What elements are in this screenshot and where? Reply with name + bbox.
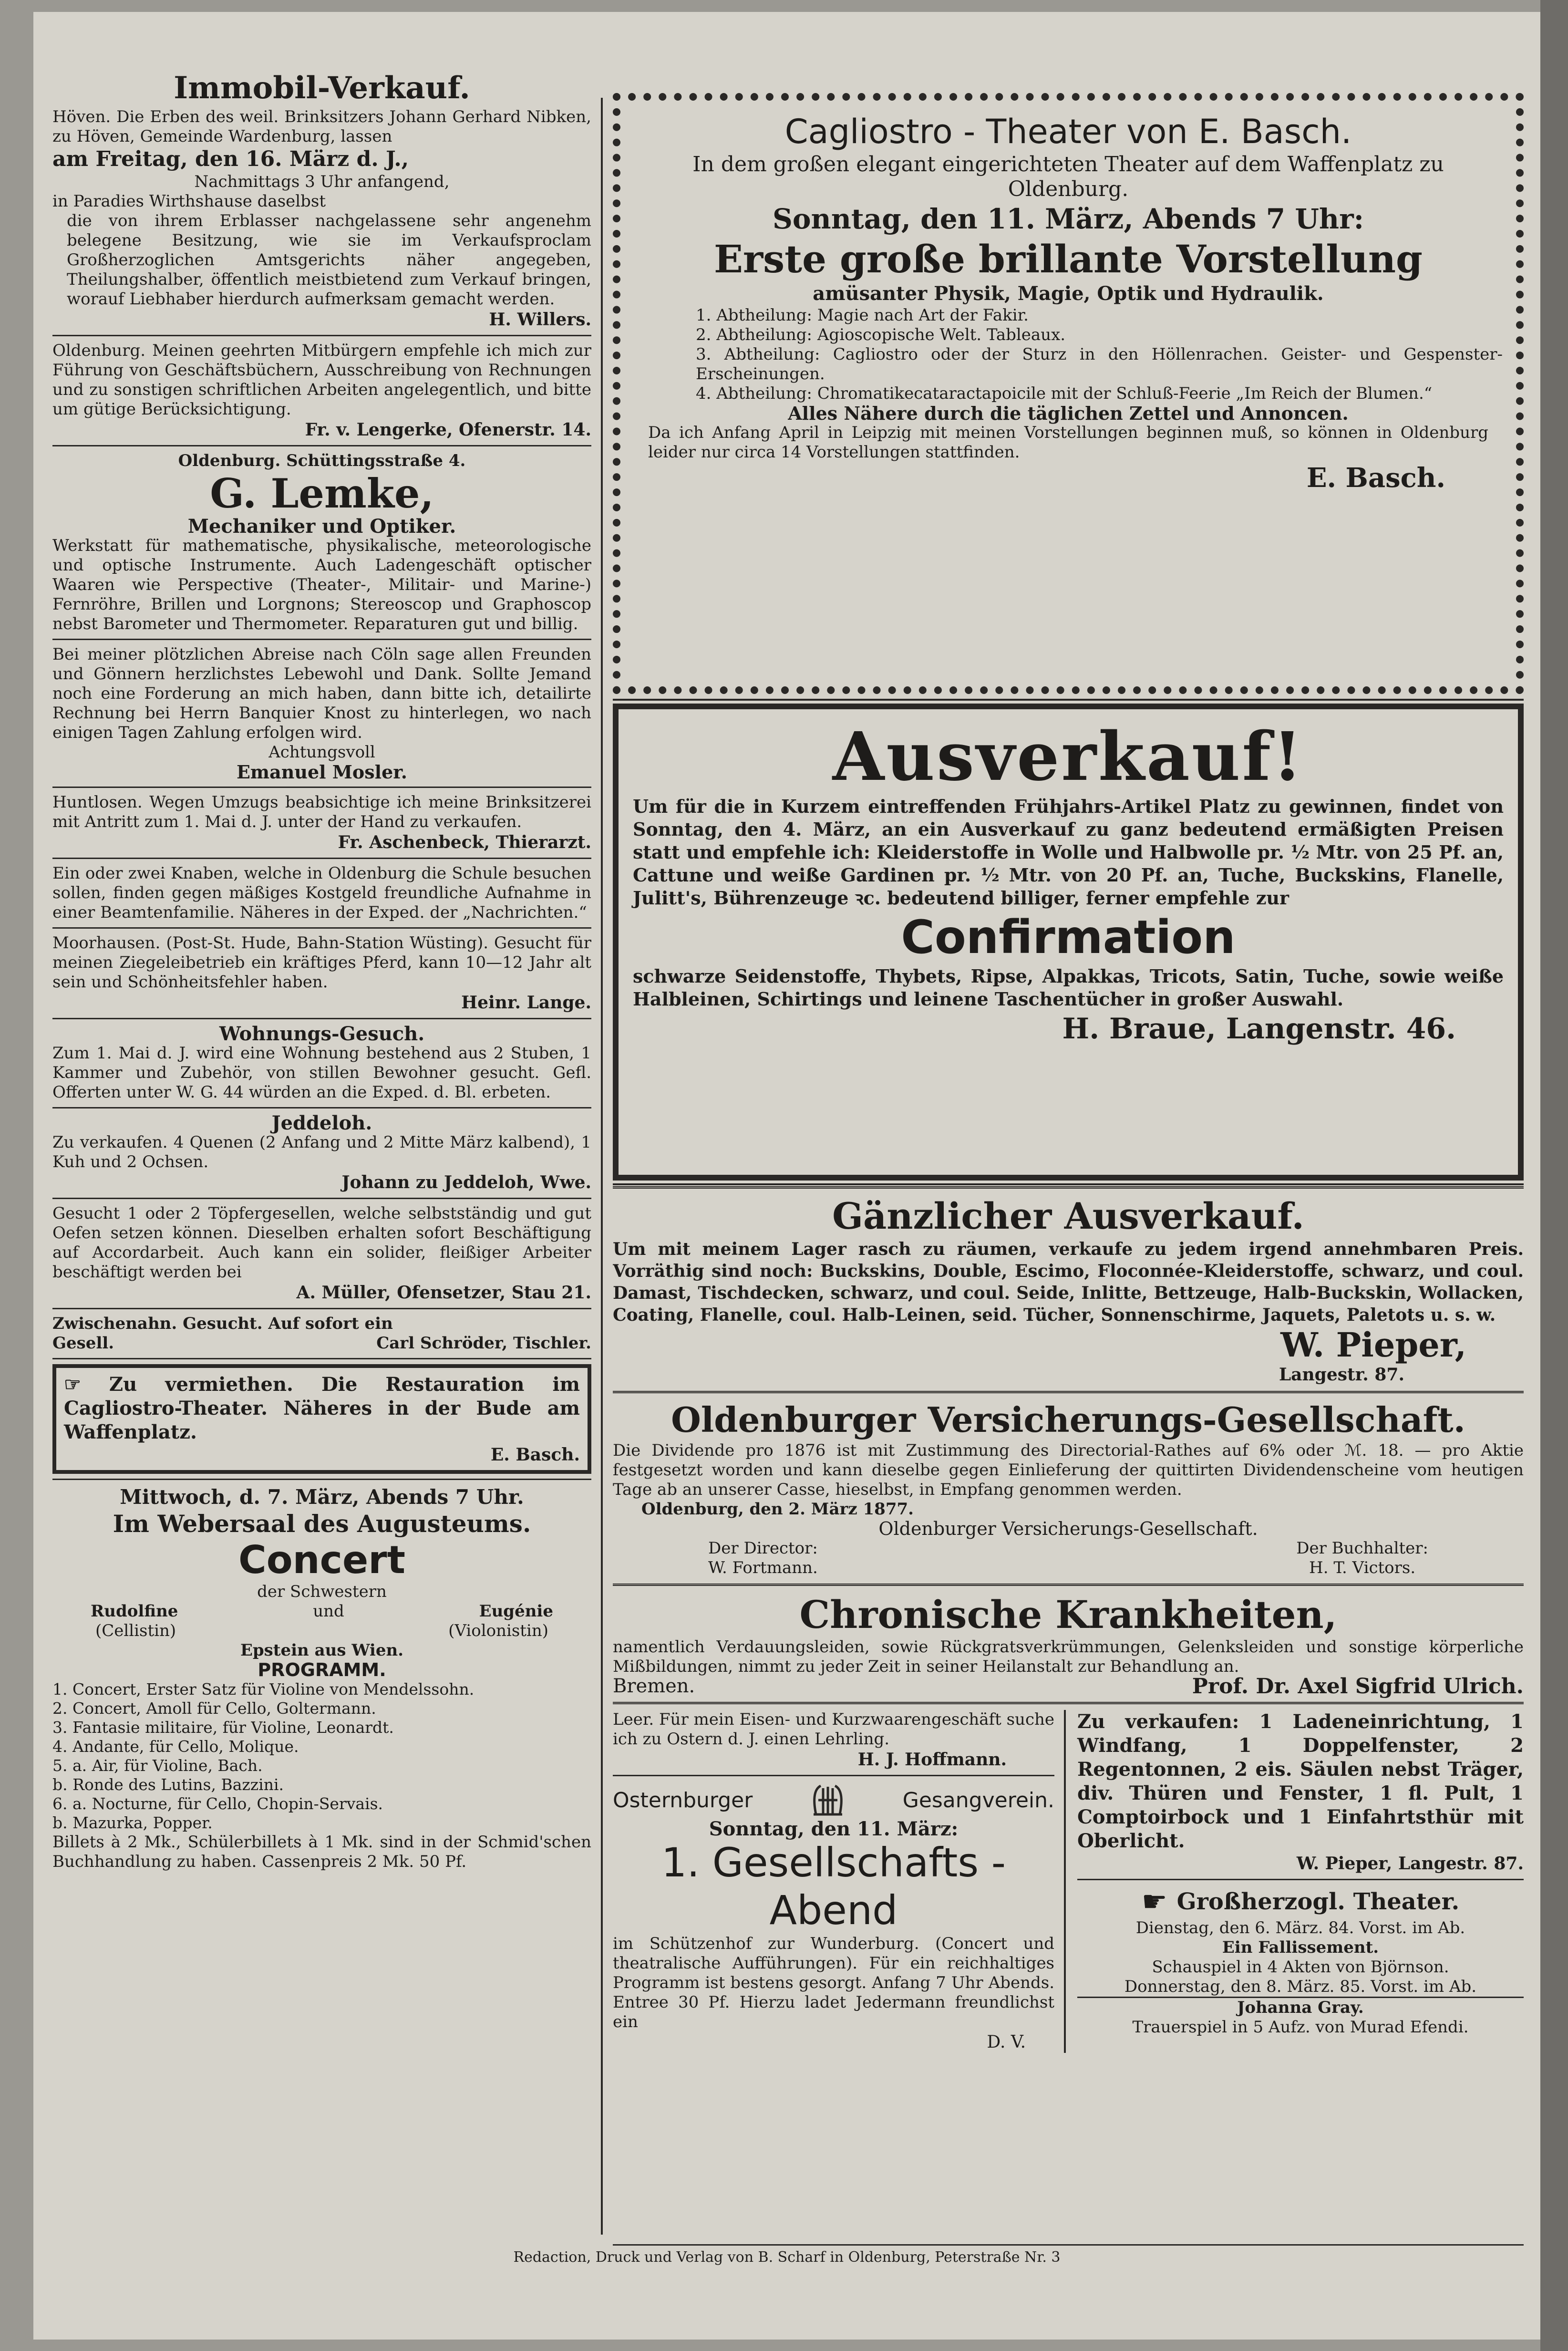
ad-mueller xyxy=(52,1204,591,1303)
pieper-sig: W. Pieper, xyxy=(1280,1325,1466,1365)
schroeder-gesell: Gesell. xyxy=(52,1334,114,1353)
jeddeloh-sig: Johann zu Jeddeloh, Wwe. xyxy=(341,1172,591,1192)
divider xyxy=(613,1775,1054,1776)
ad-pieper2 xyxy=(1077,1710,1524,1874)
immobil-title: Immobil-Verkauf. xyxy=(174,70,470,106)
gesang-date: Sonntag, den 11. März: xyxy=(709,1818,959,1840)
concert-program-list xyxy=(52,1680,591,1833)
act-item: 3. Abtheilung: Cagliostro oder der Sturz in den Höllenrachen. Geister- und Gespenster-Erscheinungen. xyxy=(696,345,1503,383)
ad-wohnung xyxy=(52,1024,591,1102)
immobil-time: Nachmittags 3 Uhr anfangend, xyxy=(194,172,450,191)
act-item: 4. Abtheilung: Chromatikecataractapoicile mit der Schluß-Feerie „Im Reich der Blumen.“ xyxy=(696,384,1433,403)
ausverkauf-sig: H. Braue, Langenstr. 46. xyxy=(1062,1012,1456,1046)
hoffmann-text: Leer. Für mein Eisen- und Kurzwaarengeschäft suche ich zu Ostern d. J. einen Lehrling. xyxy=(613,1710,1055,1749)
cagliostro-sub: In dem großen elegant eingerichteten Theater auf dem Waffenplatz zu Oldenburg. xyxy=(692,152,1444,201)
gesang-title: 1. Gesellschafts - Abend xyxy=(661,1839,1006,1934)
cagliostro-acts xyxy=(634,306,1503,404)
concert-der: der Schwestern xyxy=(257,1582,387,1601)
ulrich-sig: Prof. Dr. Axel Sigfrid Ulrich. xyxy=(1192,1674,1524,1699)
ad-ulrich xyxy=(613,1592,1524,1699)
ulrich-text: namentlich Verdauungsleiden, sowie Rückgratsverkrümmungen, Gelenksleiden und sonstige körperliche Mißbildungen, nimmt zu jeder Zeit in seiner Heilanstalt zur Behandlung an. xyxy=(613,1637,1524,1676)
ad-ausverkauf xyxy=(613,704,1524,1181)
aschenbeck-sig: Fr. Aschenbeck, Thierarzt. xyxy=(338,832,591,852)
restauration-sig: E. Basch. xyxy=(490,1445,580,1465)
act-item: 1. Abtheilung: Magie nach Art der Fakir. xyxy=(696,306,1029,325)
gesang-head xyxy=(613,1781,1054,1819)
newspaper-page xyxy=(33,12,1540,2340)
concert-tickets: Billets à 2 Mk., Schülerbillets à 1 Mk. sind in der Schmid'schen Buchhandlung zu haben. Cassenpreis 2 Mk. 50 Pf. xyxy=(52,1833,591,1871)
restauration-text: ☞ Zu vermiethen. Die Restauration im Cagliostro-Theater. Näheres in der Bude am Waffenplatz. xyxy=(64,1373,580,1443)
divider xyxy=(52,1479,591,1480)
program-item: 1. Concert, Erster Satz für Violine von Mendelssohn. xyxy=(52,1680,475,1699)
ad-lemke xyxy=(52,451,591,634)
ad-jeddeloh xyxy=(52,1113,591,1193)
program-item: b. Mazurka, Popper. xyxy=(52,1813,213,1832)
concert-venue: Im Webersaal des Augusteums. xyxy=(113,1510,531,1538)
bottom-left xyxy=(613,1710,1066,2053)
ad-lengerke xyxy=(52,341,591,440)
concert-title: Concert xyxy=(238,1538,405,1582)
ad-knaben xyxy=(52,864,591,922)
schroeder-line1: Zwischenahn. Gesucht. Auf sofort ein xyxy=(52,1314,393,1333)
theater-head xyxy=(1077,1885,1524,1918)
ad-pieper xyxy=(613,1194,1524,1385)
pieper-text: Um mit meinem Lager rasch zu räumen, verkaufe zu jedem irgend annehmbaren Preis. Vorräthig sind noch: Buckskins, Double, Escimo, Floconnée-Kleiderstoffe, schwarz, und coul. Damast, Tischdecken, schwarz, und coul. Seide, Inlitte, Bettzeuge, Halb-Buckskin, Wollacken, Coating, Flanelle, coul. Halb-Leinen, seid. Tücher, Sonnenschirme, Jaquets, Paletots u. s. w. xyxy=(613,1239,1524,1325)
theater-title: Großherzogl. Theater. xyxy=(1176,1888,1460,1915)
lemke-text: Werkstatt für mathematische, physikalische, meteorologische und optische Instrumente. Auch Ladengeschäft optischer Waaren wie Perspective (Theater-, Militair- und Marine-) Fernröhre, Brillen und Lorgnons; Stereoscop und Graphoscop nebst Barometer und Thermometer. Reparaturen gut und billig. xyxy=(52,536,591,633)
concert-name1: Rudolfine xyxy=(91,1602,178,1621)
concert-instr2: (Violonistin) xyxy=(448,1621,548,1640)
versicherung-role2: Der Buchhalter: xyxy=(1296,1539,1428,1558)
divider xyxy=(52,639,591,640)
divider xyxy=(52,1018,591,1019)
versicherung-signatures xyxy=(613,1539,1524,1578)
divider xyxy=(613,1702,1524,1704)
lemke-trade: Mechaniker und Optiker. xyxy=(187,515,456,538)
schroeder-sig: Carl Schröder, Tischler. xyxy=(376,1334,591,1353)
ausverkauf-text: Um für die in Kurzem eintreffenden Frühjahrs-Artikel Platz zu gewinnen, findet von Sonntag, den 4. März, an ein Ausverkauf zu ganz bedeutend ermäßigten Preisen statt und empfehle ich: Kleiderstoffe in Wolle und Halbwolle pr. ½ Mtr. von 25 Pf. an, Cattune und weiße Gardinen pr. ½ Mtr. von 20 Pf. an, Tuche, Buckskins, Flanelle, Julitt's, Bührenzeuge ꝛc. bedeutend billiger, ferner empfehle zur xyxy=(633,796,1504,909)
theater-l2: Ein Fallissement. xyxy=(1222,1938,1379,1957)
ad-versicherung xyxy=(613,1399,1524,1578)
ad-restauration xyxy=(52,1364,591,1474)
divider xyxy=(52,858,591,859)
program-item: 5. a. Air, für Violine, Bach. xyxy=(52,1756,263,1775)
ulrich-title: Chronische Krankheiten, xyxy=(799,1592,1337,1637)
versicherung-bookkeeper xyxy=(1296,1539,1428,1578)
cagliostro-date: Sonntag, den 11. März, Abends 7 Uhr: xyxy=(772,203,1364,235)
lange-text: Moorhausen. (Post-St. Hude, Bahn-Station Wüsting). Gesucht für meinen Ziegeleibetrieb ein kräftiges Pferd, kann 10—12 Jahr alt sein und Schönheitsfehler haben. xyxy=(52,933,591,992)
concert-date: Mittwoch, d. 7. März, Abends 7 Uhr. xyxy=(120,1485,524,1509)
versicherung-date: Oldenburg, den 2. März 1877. xyxy=(641,1500,914,1519)
program-item: 2. Concert, Amoll für Cello, Goltermann. xyxy=(52,1699,376,1718)
theater-l4: Donnerstag, den 8. März. 85. Vorst. im Ab. xyxy=(1077,1977,1524,1998)
concert-family: Epstein aus Wien. xyxy=(240,1641,404,1660)
pointing-hand-icon: ☛ xyxy=(1141,1885,1167,1918)
left-column xyxy=(52,69,591,2244)
concert-und: und xyxy=(313,1602,344,1621)
divider xyxy=(52,1358,591,1359)
bottom-right xyxy=(1066,1710,1524,2053)
concert-instruments xyxy=(52,1621,591,1641)
cagliostro-title: Cagliostro - Theater von E. Basch. xyxy=(784,112,1352,151)
knaben-text: Ein oder zwei Knaben, welche in Oldenburg die Schule besuchen sollen, finden gegen mäßiges Kostgeld freundliche Aufnahme in einer Beamtenfamilie. Näheres in der Exped. der „Nachrichten.“ xyxy=(52,864,591,922)
divider xyxy=(613,1391,1524,1393)
mosler-greet: Achtungsvoll xyxy=(268,743,375,762)
ad-gesang xyxy=(613,1781,1054,2053)
program-item: 4. Andante, für Cello, Molique. xyxy=(52,1737,299,1756)
ad-cagliostro xyxy=(613,93,1524,694)
bottom-split xyxy=(613,1710,1524,2053)
ad-aschenbeck xyxy=(52,793,591,853)
mosler-text: Bei meiner plötzlichen Abreise nach Cöln sage allen Freunden und Gönnern herzlichstes Lebewohl und Dank. Sollte Jemand noch eine Forderung an mich haben, dann bitte ich, detailirte Rechnung bei Herrn Banquier Knost zu hinterlegen, wo nach einigen Tagen Zahlung erfolgen wird. xyxy=(52,645,591,742)
gesang-right: Gesangverein. xyxy=(902,1788,1054,1812)
divider xyxy=(52,1198,591,1199)
column-rule xyxy=(601,98,603,2235)
lemke-name: G. Lemke, xyxy=(210,470,434,517)
divider xyxy=(52,335,591,336)
divider xyxy=(613,1186,1524,1189)
concert-instr1: (Cellistin) xyxy=(95,1621,176,1640)
immobil-sig: H. Willers. xyxy=(489,310,591,330)
divider xyxy=(52,1308,591,1309)
ad-hoffmann xyxy=(613,1710,1054,1770)
versicherung-name2: H. T. Victors. xyxy=(1309,1558,1416,1577)
schroeder-row xyxy=(52,1334,591,1353)
footer-imprint: Redaction, Druck und Verlag von B. Scharf in Oldenburg, Peterstraße Nr. 3 xyxy=(513,2249,1061,2266)
immobil-place: in Paradies Wirthshause daselbst xyxy=(52,192,326,211)
theater-l5: Johanna Gray. xyxy=(1237,1998,1364,2017)
lengerke-text: Oldenburg. Meinen geehrten Mitbürgern empfehle ich mich zur Führung von Geschäftsbüchern, Ausschreibung von Rechnungen und zu sonstigen schriftlichen Arbeiten angelegentlich, und bitte um gütige Berücksichtigung. xyxy=(52,341,591,419)
binding-spine xyxy=(1540,0,1568,2351)
footer-rule xyxy=(613,2244,1524,2246)
ad-mosler xyxy=(52,645,591,782)
gesang-text: im Schützenhof zur Wunderburg. (Concert und theatralische Aufführungen). Für ein reichhaltiges Programm ist bestens gesorgt. Anfang 7 Uhr Abends. Entree 30 Pf. Hierzu ladet Jedermann freundlichst ein xyxy=(613,1934,1055,2031)
versicherung-role1: Der Director: xyxy=(708,1539,818,1558)
ad-theater xyxy=(1077,1885,1524,2037)
pieper2-sig: W. Pieper, Langestr. 87. xyxy=(1296,1854,1524,1874)
divider xyxy=(52,927,591,929)
ausverkauf-text2: schwarze Seidenstoffe, Thybets, Ripse, Alpakkas, Tricots, Satin, Tuche, sowie weiße Halbleinen, Schirtings und leinene Taschentücher in großer Auswahl. xyxy=(633,965,1504,1010)
theater-l1: Dienstag, den 6. März. 84. Vorst. im Ab. xyxy=(1135,1918,1465,1937)
wohnung-text: Zum 1. Mai d. J. wird eine Wohnung bestehend aus 2 Stuben, 1 Kammer und Zubehör, von stillen Bewohner gesucht. Gefl. Offerten unter W. G. 44 würden an die Exped. d. Bl. erbeten. xyxy=(52,1044,591,1102)
versicherung-text: Die Dividende pro 1876 ist mit Zustimmung des Directorial-Rathes auf 6% oder ℳ. 18. — pro Aktie festgesetzt worden und kann dieselbe gegen Einlieferung der quittirten Dividendenscheine vom heutigen Tage ab an unserer Casse, hieselbst, in Empfang genommen werden. xyxy=(613,1441,1524,1499)
mueller-sig: A. Müller, Ofensetzer, Stau 21. xyxy=(296,1283,591,1303)
ad-concert xyxy=(52,1485,591,1872)
mosler-sig: Emanuel Mosler. xyxy=(236,761,408,783)
gesang-left: Osternburger xyxy=(613,1788,753,1812)
ad-schroeder xyxy=(52,1314,591,1353)
jeddeloh-text: Zu verkaufen. 4 Quenen (2 Anfang und 2 Mitte März kalbend), 1 Kuh und 2 Ochsen. xyxy=(52,1133,591,1171)
immobil-text: die von ihrem Erblasser nachgelassene sehr angenehm belegene Besitzung, wie sie im Verkaufsproclam Großherzoglichen Amtsgerichts näher angegeben, Theilungshalber, öffentlich meistbietend zum Verkauf bringen, worauf Liebhaber hierdurch aufmerksam gemacht werden. xyxy=(67,211,591,309)
act-item: 2. Abtheilung: Agioscopische Welt. Tableaux. xyxy=(696,325,1066,344)
mueller-text: Gesucht 1 oder 2 Töpfergesellen, welche selbstständig und gut Oefen setzen können. Dieselben erhalten sofort Beschäftigung auf Accordarbeit. Auch kann ein solider, fleißiger Arbeiter beschäftigt werden bei xyxy=(52,1204,591,1282)
theater-l6: Trauerspiel in 5 Aufz. von Murad Efendi. xyxy=(1132,2018,1469,2037)
ausverkauf-title: Ausverkauf! xyxy=(832,718,1304,796)
gesang-sig: D. V. xyxy=(987,2032,1026,2052)
versicherung-director xyxy=(708,1539,818,1578)
pieper-title: Gänzlicher Ausverkauf. xyxy=(832,1195,1304,1237)
right-column xyxy=(613,93,1524,2239)
versicherung-name1: W. Fortmann. xyxy=(708,1558,818,1577)
concert-name2: Eugénie xyxy=(479,1602,553,1621)
lange-sig: Heinr. Lange. xyxy=(461,993,591,1013)
immobil-body: Höven. Die Erben des weil. Brinksitzers Johann Gerhard Nibken, zu Höven, Gemeinde Wardenburg, lassen xyxy=(52,107,591,146)
ad-immobil xyxy=(52,69,591,330)
divider xyxy=(52,787,591,788)
jeddeloh-title: Jeddeloh. xyxy=(271,1112,372,1134)
concert-names xyxy=(52,1602,591,1621)
cagliostro-sig: E. Basch. xyxy=(1306,462,1445,494)
hoffmann-sig: H. J. Hoffmann. xyxy=(857,1750,1007,1770)
program-item: 3. Fantasie militaire, für Violine, Leonardt. xyxy=(52,1718,394,1737)
theater-l3: Schauspiel in 4 Akten von Björnson. xyxy=(1152,1957,1449,1977)
lemke-addr: Oldenburg. Schüttingsstraße 4. xyxy=(178,451,466,470)
program-item: b. Ronde des Lutins, Bazzini. xyxy=(52,1775,284,1794)
lyre-icon xyxy=(806,1781,849,1819)
versicherung-company: Oldenburger Versicherungs-Gesellschaft. xyxy=(878,1518,1258,1539)
lengerke-sig: Fr. v. Lengerke, Ofenerstr. 14. xyxy=(305,420,591,440)
cagliostro-more: Alles Nähere durch die täglichen Zettel und Annoncen. xyxy=(788,403,1349,424)
cagliostro-headline: Erste große brillante Vorstellung xyxy=(714,237,1423,281)
divider xyxy=(52,445,591,446)
versicherung-title: Oldenburger Versicherungs-Gesellschaft. xyxy=(671,1399,1465,1440)
pieper-addr: Langestr. 87. xyxy=(1279,1365,1404,1385)
cagliostro-note: Da ich Anfang April in Leipzig mit meinen Vorstellungen beginnen muß, so können in Oldenburg leider nur circa 14 Vorstellungen stattfinden. xyxy=(648,423,1488,462)
ulrich-row xyxy=(613,1674,1524,1699)
pieper2-text: Zu verkaufen: 1 Ladeneinrichtung, 1 Windfang, 1 Doppelfenster, 2 Regentonnen, 2 eis. Säulen nebst Träger, div. Thüren und Fenster, 1 fl. Pult, 1 Comptoirbock und 1 Einfahrtsthür mit Oberlicht. xyxy=(1077,1710,1524,1852)
wohnung-title: Wohnungs-Gesuch. xyxy=(219,1023,425,1045)
ad-lange xyxy=(52,933,591,1013)
concert-programm: PROGRAMM. xyxy=(258,1659,386,1680)
program-item: 6. a. Nocturne, für Cello, Chopin-Servais. xyxy=(52,1794,383,1813)
immobil-date: am Freitag, den 16. März d. J., xyxy=(52,147,409,171)
divider xyxy=(52,1107,591,1108)
ulrich-city: Bremen. xyxy=(613,1675,695,1697)
aschenbeck-text: Huntlosen. Wegen Umzugs beabsichtige ich meine Brinksitzerei mit Antritt zum 1. Mai d. J. unter der Hand zu verkaufen. xyxy=(52,793,591,831)
divider xyxy=(1077,1879,1524,1880)
cagliostro-subhead: amüsanter Physik, Magie, Optik und Hydraulik. xyxy=(813,282,1324,305)
divider xyxy=(613,1584,1524,1586)
ausverkauf-confirmation: Confirmation xyxy=(901,911,1236,964)
